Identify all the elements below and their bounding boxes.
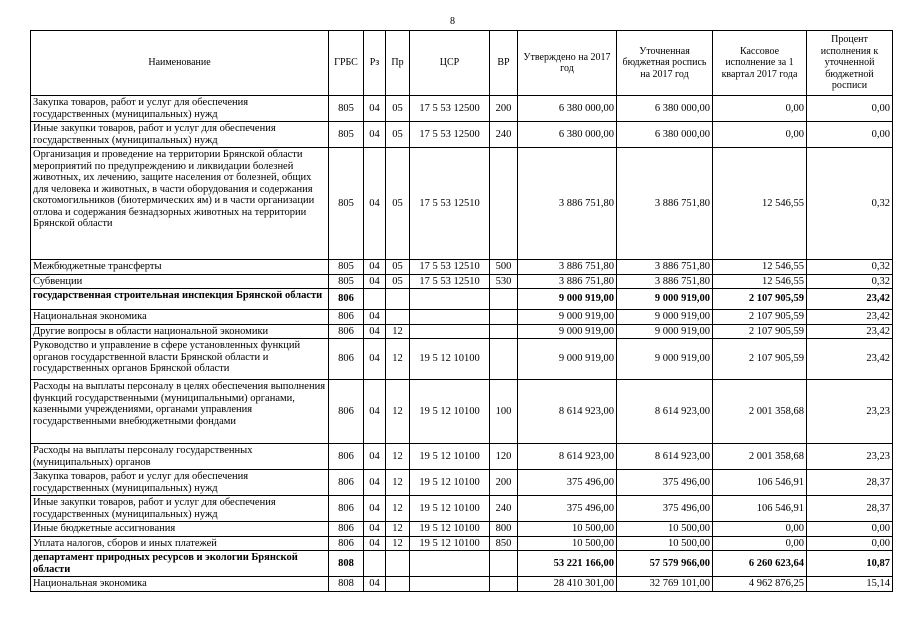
row-rz-cell: 04 <box>364 339 386 380</box>
row-rz-cell <box>364 551 386 577</box>
row-refined-cell: 9 000 919,00 <box>617 339 713 380</box>
row-approved-cell: 10 500,00 <box>518 522 617 537</box>
row-pr-cell: 12 <box>386 324 410 339</box>
row-csr-cell <box>410 324 490 339</box>
row-percent-cell: 23,23 <box>807 380 893 444</box>
row-cash-cell: 2 001 358,68 <box>713 380 807 444</box>
row-csr-cell: 19 5 12 10100 <box>410 522 490 537</box>
table-row <box>31 339 893 380</box>
row-cash-cell: 0,00 <box>713 522 807 537</box>
row-grbs-cell: 806 <box>329 522 364 537</box>
row-refined-cell: 10 500,00 <box>617 522 713 537</box>
row-refined-cell: 375 496,00 <box>617 496 713 522</box>
table-row <box>31 148 893 260</box>
row-csr-cell: 17 5 53 12500 <box>410 122 490 148</box>
row-vr-cell <box>490 339 518 380</box>
row-pr-cell <box>386 310 410 325</box>
row-cash-cell: 2 001 358,68 <box>713 444 807 470</box>
page-number: 8 <box>450 16 455 27</box>
row-name-cell: департамент природных ресурсов и экологии Брянской области <box>31 551 329 577</box>
row-pr-cell: 12 <box>386 339 410 380</box>
row-vr-cell <box>490 148 518 260</box>
row-cash-cell: 0,00 <box>713 96 807 122</box>
header-csr: ЦСР <box>410 31 490 96</box>
row-name-cell: Национальная экономика <box>31 310 329 325</box>
row-pr-cell: 05 <box>386 122 410 148</box>
row-refined-cell: 9 000 919,00 <box>617 324 713 339</box>
row-pr-cell: 05 <box>386 148 410 260</box>
row-approved-cell: 9 000 919,00 <box>518 339 617 380</box>
row-csr-cell: 19 5 12 10100 <box>410 380 490 444</box>
header-percent: Процент исполнения к уточненной бюджетной росписи <box>807 31 893 96</box>
header-cash: Кассовое исполнение за 1 квартал 2017 года <box>713 31 807 96</box>
row-csr-cell: 17 5 53 12510 <box>410 274 490 289</box>
row-pr-cell <box>386 577 410 592</box>
table-row <box>31 470 893 496</box>
row-grbs-cell: 808 <box>329 577 364 592</box>
row-rz-cell: 04 <box>364 496 386 522</box>
row-refined-cell: 10 500,00 <box>617 536 713 551</box>
header-pr: Пр <box>386 31 410 96</box>
row-rz-cell: 04 <box>364 96 386 122</box>
row-percent-cell: 10,87 <box>807 551 893 577</box>
row-vr-cell: 500 <box>490 260 518 275</box>
table-row <box>31 496 893 522</box>
header-name: Наименование <box>31 31 329 96</box>
row-csr-cell <box>410 577 490 592</box>
table-row <box>31 551 893 577</box>
row-grbs-cell: 806 <box>329 496 364 522</box>
row-refined-cell: 375 496,00 <box>617 470 713 496</box>
row-approved-cell: 9 000 919,00 <box>518 289 617 310</box>
row-refined-cell: 57 579 966,00 <box>617 551 713 577</box>
row-rz-cell: 04 <box>364 577 386 592</box>
row-pr-cell: 12 <box>386 444 410 470</box>
row-pr-cell: 12 <box>386 470 410 496</box>
row-refined-cell: 8 614 923,00 <box>617 444 713 470</box>
row-vr-cell: 100 <box>490 380 518 444</box>
row-vr-cell: 850 <box>490 536 518 551</box>
row-rz-cell <box>364 289 386 310</box>
row-pr-cell: 05 <box>386 260 410 275</box>
row-csr-cell <box>410 289 490 310</box>
row-name-cell: Организация и проведение на территории Брянской области мероприятий по предупреждению и ликвидации болезней животных, их лечению, защите населения от болезней, общих для человека и животных, в части оборудования и содержания скотомогильников (биотермических ям) и в части организации отлова и содержания безнадзорных животных на территории Брянской области <box>31 148 329 260</box>
row-percent-cell: 0,00 <box>807 96 893 122</box>
row-percent-cell: 0,32 <box>807 148 893 260</box>
row-pr-cell: 12 <box>386 522 410 537</box>
row-percent-cell: 23,23 <box>807 444 893 470</box>
row-cash-cell: 2 107 905,59 <box>713 339 807 380</box>
row-vr-cell <box>490 289 518 310</box>
row-name-cell: Закупка товаров, работ и услуг для обеспечения государственных (муниципальных) нужд <box>31 96 329 122</box>
row-refined-cell: 9 000 919,00 <box>617 310 713 325</box>
header-vr: ВР <box>490 31 518 96</box>
row-pr-cell: 05 <box>386 96 410 122</box>
row-grbs-cell: 806 <box>329 380 364 444</box>
row-approved-cell: 8 614 923,00 <box>518 380 617 444</box>
row-name-cell: Расходы на выплаты персоналу государственных (муниципальных) органов <box>31 444 329 470</box>
row-cash-cell: 12 546,55 <box>713 274 807 289</box>
row-csr-cell: 17 5 53 12500 <box>410 96 490 122</box>
table-body <box>31 96 893 592</box>
table-row <box>31 289 893 310</box>
table-row <box>31 260 893 275</box>
row-percent-cell: 0,00 <box>807 522 893 537</box>
header-rz: Рз <box>364 31 386 96</box>
row-refined-cell: 3 886 751,80 <box>617 274 713 289</box>
row-csr-cell: 17 5 53 12510 <box>410 148 490 260</box>
row-rz-cell: 04 <box>364 470 386 496</box>
row-name-cell: Иные закупки товаров, работ и услуг для обеспечения государственных (муниципальных) нужд <box>31 496 329 522</box>
row-rz-cell: 04 <box>364 122 386 148</box>
table-row <box>31 444 893 470</box>
row-approved-cell: 10 500,00 <box>518 536 617 551</box>
row-percent-cell: 0,00 <box>807 536 893 551</box>
table-row <box>31 96 893 122</box>
table-row <box>31 324 893 339</box>
row-approved-cell: 8 614 923,00 <box>518 444 617 470</box>
row-grbs-cell: 806 <box>329 289 364 310</box>
row-cash-cell: 106 546,91 <box>713 496 807 522</box>
row-name-cell: Субвенции <box>31 274 329 289</box>
row-rz-cell: 04 <box>364 148 386 260</box>
row-name-cell: Национальная экономика <box>31 577 329 592</box>
row-refined-cell: 6 380 000,00 <box>617 96 713 122</box>
row-percent-cell: 28,37 <box>807 470 893 496</box>
row-grbs-cell: 806 <box>329 310 364 325</box>
row-approved-cell: 53 221 166,00 <box>518 551 617 577</box>
row-grbs-cell: 806 <box>329 339 364 380</box>
row-pr-cell: 05 <box>386 274 410 289</box>
row-vr-cell: 240 <box>490 496 518 522</box>
table-row <box>31 310 893 325</box>
row-vr-cell <box>490 324 518 339</box>
row-approved-cell: 375 496,00 <box>518 496 617 522</box>
row-grbs-cell: 805 <box>329 274 364 289</box>
row-pr-cell <box>386 289 410 310</box>
row-rz-cell: 04 <box>364 536 386 551</box>
row-approved-cell: 3 886 751,80 <box>518 260 617 275</box>
row-cash-cell: 6 260 623,64 <box>713 551 807 577</box>
row-vr-cell: 200 <box>490 470 518 496</box>
row-rz-cell: 04 <box>364 310 386 325</box>
row-grbs-cell: 805 <box>329 148 364 260</box>
row-vr-cell: 120 <box>490 444 518 470</box>
row-rz-cell: 04 <box>364 522 386 537</box>
row-refined-cell: 9 000 919,00 <box>617 289 713 310</box>
row-refined-cell: 3 886 751,80 <box>617 260 713 275</box>
header-row <box>31 31 893 96</box>
row-vr-cell: 530 <box>490 274 518 289</box>
header-refined: Уточненная бюджетная роспись на 2017 год <box>617 31 713 96</box>
row-csr-cell <box>410 310 490 325</box>
row-rz-cell: 04 <box>364 324 386 339</box>
row-csr-cell <box>410 551 490 577</box>
row-grbs-cell: 806 <box>329 324 364 339</box>
row-grbs-cell: 808 <box>329 551 364 577</box>
row-percent-cell: 23,42 <box>807 289 893 310</box>
row-grbs-cell: 805 <box>329 96 364 122</box>
row-cash-cell: 12 546,55 <box>713 148 807 260</box>
row-cash-cell: 4 962 876,25 <box>713 577 807 592</box>
row-refined-cell: 32 769 101,00 <box>617 577 713 592</box>
row-cash-cell: 2 107 905,59 <box>713 324 807 339</box>
row-cash-cell: 106 546,91 <box>713 470 807 496</box>
row-vr-cell <box>490 310 518 325</box>
table-row <box>31 536 893 551</box>
row-rz-cell: 04 <box>364 260 386 275</box>
row-cash-cell: 0,00 <box>713 122 807 148</box>
row-csr-cell: 19 5 12 10100 <box>410 496 490 522</box>
row-csr-cell: 17 5 53 12510 <box>410 260 490 275</box>
table-row <box>31 122 893 148</box>
row-refined-cell: 3 886 751,80 <box>617 148 713 260</box>
row-percent-cell: 0,00 <box>807 122 893 148</box>
table-row <box>31 522 893 537</box>
table-row <box>31 274 893 289</box>
row-rz-cell: 04 <box>364 380 386 444</box>
row-cash-cell: 0,00 <box>713 536 807 551</box>
row-approved-cell: 6 380 000,00 <box>518 96 617 122</box>
row-percent-cell: 23,42 <box>807 310 893 325</box>
row-vr-cell: 200 <box>490 96 518 122</box>
row-pr-cell <box>386 551 410 577</box>
row-percent-cell: 23,42 <box>807 324 893 339</box>
row-name-cell: Руководство и управление в сфере установленных функций органов государственной власти Брянской области и государственных органов Брянской области <box>31 339 329 380</box>
row-grbs-cell: 805 <box>329 122 364 148</box>
row-grbs-cell: 806 <box>329 536 364 551</box>
table-row <box>31 577 893 592</box>
row-rz-cell: 04 <box>364 444 386 470</box>
row-approved-cell: 6 380 000,00 <box>518 122 617 148</box>
row-name-cell: Расходы на выплаты персоналу в целях обеспечения выполнения функций государственными (муниципальными) органами, казенными учреждениями, органами управления государственными внебюджетными фондами <box>31 380 329 444</box>
row-percent-cell: 0,32 <box>807 260 893 275</box>
row-grbs-cell: 806 <box>329 444 364 470</box>
row-cash-cell: 12 546,55 <box>713 260 807 275</box>
row-pr-cell: 12 <box>386 380 410 444</box>
row-vr-cell <box>490 577 518 592</box>
row-name-cell: Иные бюджетные ассигнования <box>31 522 329 537</box>
row-csr-cell: 19 5 12 10100 <box>410 339 490 380</box>
row-cash-cell: 2 107 905,59 <box>713 289 807 310</box>
row-name-cell: Иные закупки товаров, работ и услуг для обеспечения государственных (муниципальных) нужд <box>31 122 329 148</box>
row-csr-cell: 19 5 12 10100 <box>410 470 490 496</box>
row-percent-cell: 23,42 <box>807 339 893 380</box>
header-approved: Утверждено на 2017 год <box>518 31 617 96</box>
row-approved-cell: 9 000 919,00 <box>518 324 617 339</box>
row-approved-cell: 9 000 919,00 <box>518 310 617 325</box>
row-percent-cell: 28,37 <box>807 496 893 522</box>
row-pr-cell: 12 <box>386 536 410 551</box>
row-refined-cell: 6 380 000,00 <box>617 122 713 148</box>
row-grbs-cell: 805 <box>329 260 364 275</box>
row-name-cell: Другие вопросы в области национальной экономики <box>31 324 329 339</box>
row-percent-cell: 0,32 <box>807 274 893 289</box>
row-approved-cell: 3 886 751,80 <box>518 148 617 260</box>
row-approved-cell: 375 496,00 <box>518 470 617 496</box>
row-approved-cell: 3 886 751,80 <box>518 274 617 289</box>
row-cash-cell: 2 107 905,59 <box>713 310 807 325</box>
row-name-cell: Межбюджетные трансферты <box>31 260 329 275</box>
header-grbs: ГРБС <box>329 31 364 96</box>
row-refined-cell: 8 614 923,00 <box>617 380 713 444</box>
row-name-cell: государственная строительная инспекция Брянской области <box>31 289 329 310</box>
row-vr-cell: 800 <box>490 522 518 537</box>
row-approved-cell: 28 410 301,00 <box>518 577 617 592</box>
table-row <box>31 380 893 444</box>
row-csr-cell: 19 5 12 10100 <box>410 536 490 551</box>
row-vr-cell: 240 <box>490 122 518 148</box>
budget-table <box>30 30 893 592</box>
row-name-cell: Закупка товаров, работ и услуг для обеспечения государственных (муниципальных) нужд <box>31 470 329 496</box>
row-grbs-cell: 806 <box>329 470 364 496</box>
row-name-cell: Уплата налогов, сборов и иных платежей <box>31 536 329 551</box>
row-pr-cell: 12 <box>386 496 410 522</box>
row-percent-cell: 15,14 <box>807 577 893 592</box>
row-csr-cell: 19 5 12 10100 <box>410 444 490 470</box>
row-vr-cell <box>490 551 518 577</box>
row-rz-cell: 04 <box>364 274 386 289</box>
